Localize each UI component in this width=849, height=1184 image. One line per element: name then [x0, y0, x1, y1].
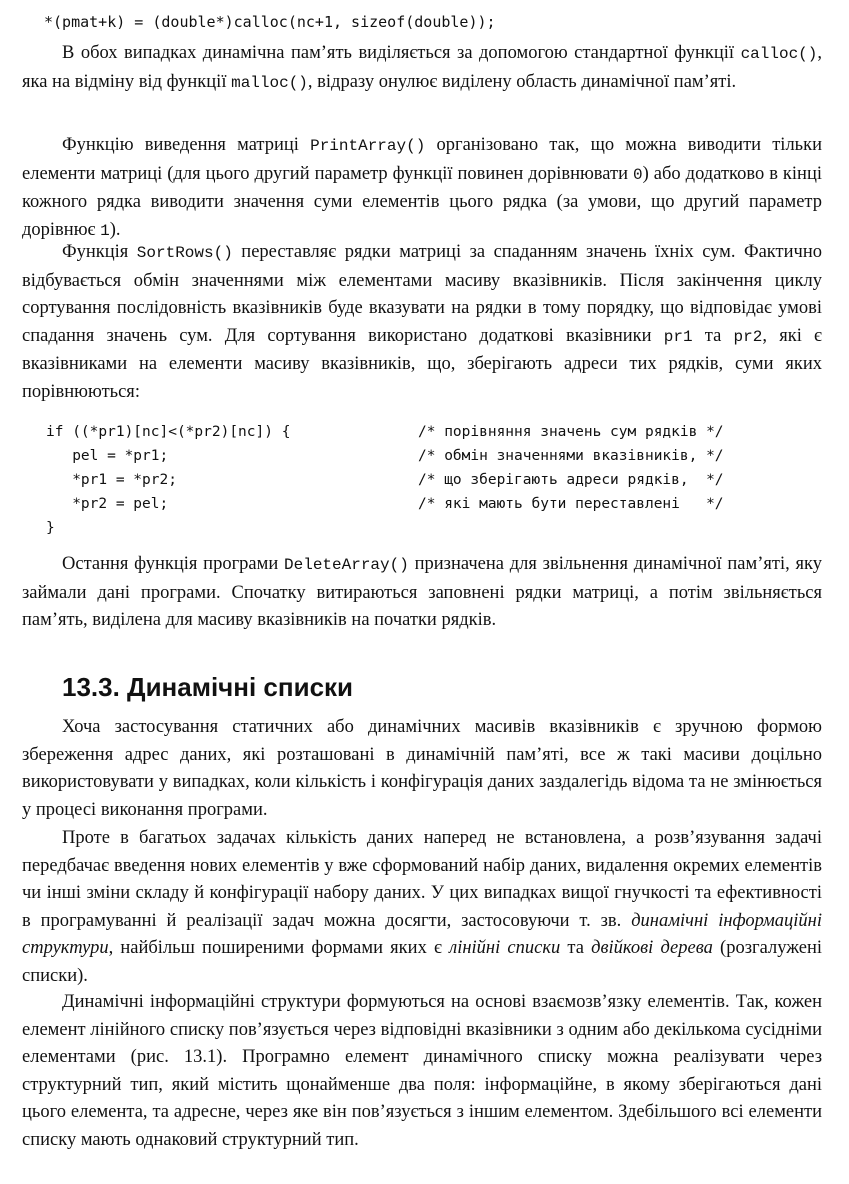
- code-comment: /* що зберігають адреси рядків, */: [418, 472, 724, 488]
- code-block-swap: [46, 420, 806, 540]
- code-comment: /* обмін значеннями вказівників, */: [418, 448, 724, 464]
- code-line: *pr1 = *pr2; /* що зберігають адреси рядків, */: [46, 468, 806, 492]
- inline-code-printarray: PrintArray(): [310, 137, 426, 155]
- inline-code-pr2: pr2: [733, 327, 763, 346]
- paragraph-deletearray: Остання функція програми DeleteArray() призначена для звільнення динамічної пам’яті, яку займали дані програми. Спочатку витираються заповнені рядки матриці, а потім звільняється пам’ять, виділена для масиву вказівників на початки рядків.: [22, 554, 822, 631]
- code-line: *pr2 = pel; /* які мають бути переставлені */: [46, 492, 806, 516]
- paragraph-sortrows: Функція SortRows() переставляє рядки матриці за спаданням значень їхніх сум. Фактично відбувається обмін значеннями між елементами масиву вказівників. Після закінчення циклу сортування послідовність вказівників буде вказувати на рядки в тому порядку, що відповідає умові спадання значень сум. Для сортування використано додаткові вказівники pr1 та pr2, які є вказівниками на елементи масиву вказівників, що, зберігають адреси тих рядків, суми яких порівнюються:: [22, 242, 822, 402]
- code-line: pel = *pr1; /* обмін значеннями вказівників, */: [46, 444, 806, 468]
- inline-code-pr1: pr1: [663, 327, 693, 346]
- code-comment: /* порівняння значень сум рядків */: [418, 424, 724, 440]
- inline-code-zero: 0: [633, 165, 643, 184]
- paragraph-dynamic-structures: Проте в багатьох задачах кількість даних наперед не встановлена, а розв’язування задачі передбачає введення нових елементів у вже сформований набір даних, видалення окремих елементів чи інші зміни складу й конфігурації набору даних. У цих випадках вищої гнучкості та ефективності в програмуванні й реалізації задач можна досягти, застосовуючи т. зв. динамічні інформаційні структури, найбільш поширеними формами яких є лінійні списки та двійкові дерева (розгалужені списки).: [22, 828, 823, 986]
- inline-code-deletearray: DeleteArray(): [284, 556, 409, 574]
- inline-code-calloc: calloc(): [740, 45, 818, 63]
- code-comment: /* які мають бути переставлені */: [418, 496, 724, 512]
- inline-code-malloc: malloc(): [231, 73, 308, 92]
- term-dynamic-structures: динамічні інформаційні структури: [22, 910, 822, 959]
- paragraph-calloc: В обох випадках динамічна пам’ять виділяється за допомогою стандартної функції calloc(), яка на відміну від функції malloc(), відразу онулює виділену область динамічної пам’яті.: [22, 43, 822, 92]
- paragraph-list-elements: Динамічні інформаційні структури формуються на основі взаємозв’язку елементів. Так, кожен елемент лінійного списку пов’язується через відповідні вказівники з одним або декількома сусідніми елементами (рис. 13.1). Програмно елемент динамічного списку можна реалізувати через структурний тип, який містить щонайменше два поля: інформаційне, в якому зберігаються дані цього елемента, та адресне, через яке він пов’язується з іншим елементом. Здебільшого всі елементи списку мають однаковий структурний тип.: [22, 992, 822, 1150]
- inline-code-sortrows: SortRows(): [136, 244, 233, 262]
- code-line-calloc: *(pmat+k) = (double*)calloc(nc+1, sizeof(double));: [44, 13, 496, 31]
- paragraph-printarray: Функцію виведення матриці PrintArray() організовано так, що можна виводити тільки елементи матриці (для цього другий параметр функції повинен дорівнювати 0) або додатково в кінці кожного рядка виводити значення суми елементів цього рядка (за умови, що другий параметр дорівнює 1).: [22, 135, 823, 240]
- section-heading: 13.3. Динамічні списки: [62, 672, 354, 702]
- inline-code-one: 1: [100, 221, 110, 240]
- term-linear-lists: лінійні списки: [449, 938, 561, 959]
- paragraph-arrays: Хоча застосування статичних або динамічних масивів вказівників є зручною формою збереження адрес даних, які розташовані в динамічній пам’яті, все ж такі масиви доцільно використовувати у випадках, коли кількість і конфігурація даних заздалегідь відома та не змінюється у процесі виконання програми.: [22, 717, 822, 820]
- code-line: }: [46, 520, 55, 536]
- term-binary-trees: двійкові дерева: [591, 938, 713, 959]
- code-line: if ((*pr1)[nc]<(*pr2)[nc]) { /* порівняння значень сум рядків */: [46, 420, 806, 444]
